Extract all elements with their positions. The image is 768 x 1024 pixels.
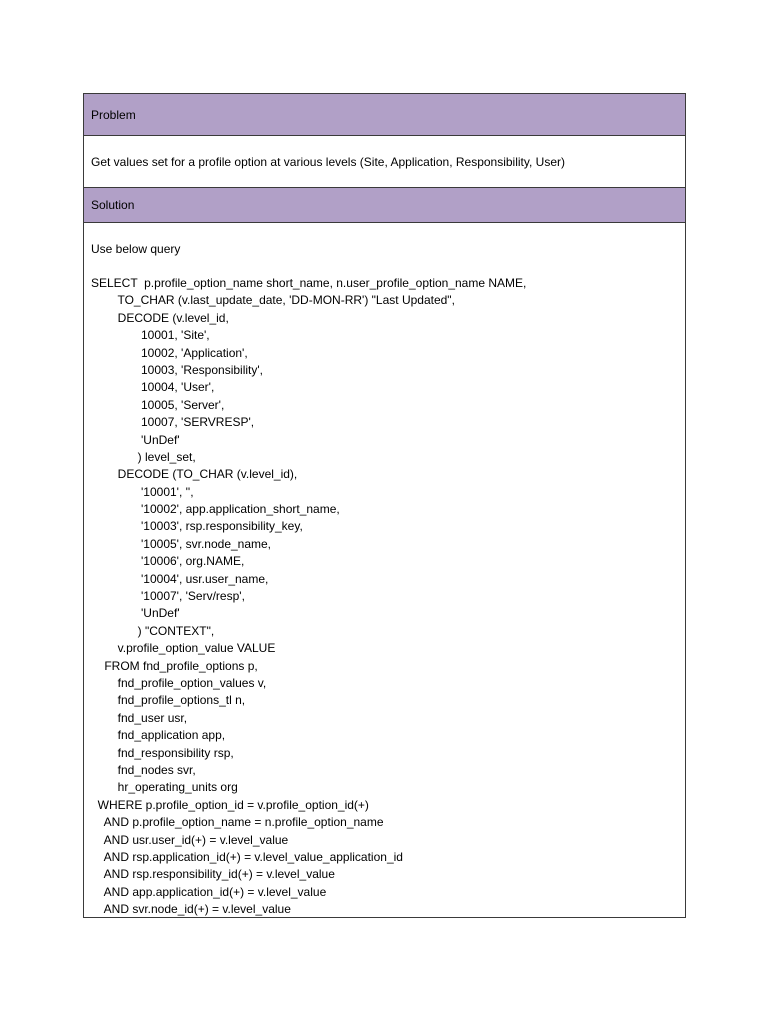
solution-intro: Use below query bbox=[91, 242, 181, 256]
sql-query-line: 'UnDef' bbox=[91, 432, 180, 447]
sql-query-line: hr_operating_units org bbox=[91, 780, 238, 795]
problem-text: Get values set for a profile option at various levels (Site, Application, Responsibility, User) bbox=[91, 154, 565, 169]
sql-query-line: DECODE (TO_CHAR (v.level_id), bbox=[91, 467, 298, 482]
sql-query-line: ) level_set, bbox=[91, 449, 196, 464]
sql-query-line: fnd_nodes svr, bbox=[91, 762, 196, 777]
sql-query-line: 10003, 'Responsibility', bbox=[91, 362, 263, 377]
sql-query-line: '10006', org.NAME, bbox=[91, 554, 245, 569]
sql-query-line: AND usr.user_id(+) = v.level_value bbox=[91, 832, 289, 847]
sql-query-line: AND p.profile_option_name = n.profile_option_name bbox=[91, 815, 384, 830]
sql-query-line: ) "CONTEXT", bbox=[91, 623, 215, 638]
sql-query-line: FROM fnd_profile_options p, bbox=[91, 658, 258, 673]
sql-query-block bbox=[91, 275, 685, 918]
sql-query-line: v.profile_option_value VALUE bbox=[91, 641, 276, 656]
sql-query-line: SELECT p.profile_option_name short_name, n.user_profile_option_name NAME, bbox=[91, 276, 527, 290]
solution-header bbox=[84, 187, 685, 223]
sql-query-line: '10002', app.application_short_name, bbox=[91, 502, 340, 517]
problem-header-label: Problem bbox=[91, 107, 136, 122]
sql-query-line: fnd_user usr, bbox=[91, 710, 188, 725]
solution-content bbox=[84, 223, 685, 917]
sql-query-line: 10001, 'Site', bbox=[91, 328, 210, 343]
sql-query-line: fnd_responsibility rsp, bbox=[91, 745, 234, 760]
sql-query-line: 10004, 'User', bbox=[91, 380, 215, 395]
problem-solution-table bbox=[83, 93, 686, 918]
sql-query-line: TO_CHAR (v.last_update_date, 'DD-MON-RR') "Last Updated", bbox=[91, 293, 455, 308]
sql-query-line: '10001', '', bbox=[91, 484, 194, 499]
sql-query-line: AND rsp.application_id(+) = v.level_value_application_id bbox=[91, 849, 403, 864]
sql-query-line: AND app.application_id(+) = v.level_value bbox=[91, 884, 327, 899]
sql-query-line: 10007, 'SERVRESP', bbox=[91, 415, 255, 430]
sql-query-line: 'UnDef' bbox=[91, 606, 180, 621]
sql-query-line: AND svr.node_id(+) = v.level_value bbox=[91, 902, 291, 917]
sql-query-line: '10005', svr.node_name, bbox=[91, 536, 272, 551]
sql-query-line: 10005, 'Server', bbox=[91, 397, 225, 412]
sql-query-line: fnd_profile_option_values v, bbox=[91, 675, 267, 690]
problem-description bbox=[84, 136, 685, 187]
sql-query-line: fnd_application app, bbox=[91, 728, 226, 743]
sql-query-line: '10003', rsp.responsibility_key, bbox=[91, 519, 303, 534]
solution-header-label: Solution bbox=[91, 198, 135, 212]
problem-header bbox=[84, 94, 685, 136]
sql-query-line: '10004', usr.user_name, bbox=[91, 571, 269, 586]
sql-query-line: WHERE p.profile_option_id = v.profile_option_id(+) bbox=[91, 797, 369, 812]
sql-query-line: '10007', 'Serv/resp', bbox=[91, 589, 245, 604]
sql-query-line: DECODE (v.level_id, bbox=[91, 310, 229, 325]
sql-query-line: 10002, 'Application', bbox=[91, 345, 248, 360]
sql-query-line: AND rsp.responsibility_id(+) = v.level_value bbox=[91, 867, 335, 882]
sql-query-line: fnd_profile_options_tl n, bbox=[91, 693, 246, 708]
